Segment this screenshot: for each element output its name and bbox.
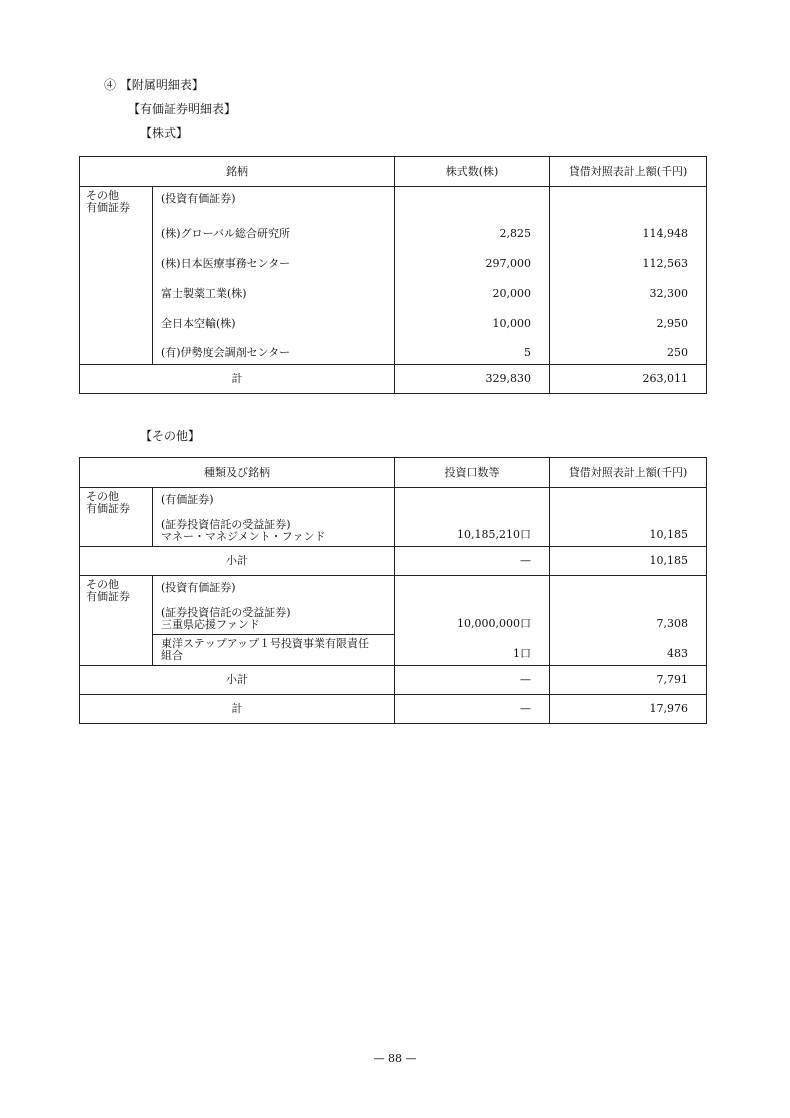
table-row: (株)グローバル総合研究所 2,825 114,948 [80, 215, 707, 245]
table-row: その他 有価証券 (投資有価証券) [80, 576, 707, 604]
table-row: 東洋ステップアップ１号投資事業有限責任 組合 1口 483 [80, 635, 707, 666]
category-cell: その他 有価証券 [80, 488, 153, 547]
table-row: (株)日本医療事務センター 297,000 112,563 [80, 245, 707, 275]
page-number: — 88 — [373, 1052, 417, 1065]
total-qty: 329,830 [395, 365, 550, 394]
section-heading-other: 【その他】 [140, 429, 201, 443]
subtotal-row: 小計 — 7,791 [80, 666, 707, 695]
total-amount: 263,011 [550, 365, 707, 394]
section-heading-securities: 【有価証券明細表】 [128, 102, 237, 116]
total-row: 計 — 17,976 [80, 695, 707, 724]
total-label: 計 [80, 365, 395, 394]
section-heading-stocks: 【株式】 [140, 126, 189, 140]
subcategory-label: (投資有価証券) [153, 187, 395, 215]
table-header-row [80, 157, 707, 187]
table-row: その他 有価証券 (有価証券) [80, 488, 707, 516]
table-row: 富士製薬工業(株) 20,000 32,300 [80, 275, 707, 305]
table-row [80, 187, 707, 215]
subtotal-row: 小計 — 10,185 [80, 547, 707, 576]
header-qty: 株式数(株) [395, 157, 550, 187]
total-row [80, 365, 707, 394]
other-securities-table [79, 457, 707, 724]
header-amount: 貸借対照表計上額(千円) [550, 157, 707, 187]
table-header-row: 種類及び銘柄 投資口数等 貸借対照表計上額(千円) [80, 458, 707, 488]
table-row: 全日本空輸(株) 10,000 2,950 [80, 305, 707, 335]
header-name: 銘柄 [80, 157, 395, 187]
category-cell: その他 有価証券 [80, 576, 153, 666]
category-cell: その他 有価証券 [80, 187, 153, 365]
section-heading-appendix: ④ 【附属明細表】 [104, 78, 204, 92]
table-row: (証券投資信託の受益証券) マネー・マネジメント・ファンド 10,185,210口 10,185 [80, 516, 707, 547]
stocks-table [79, 156, 707, 394]
table-row: (証券投資信託の受益証券) 三重県応援ファンド 10,000,000口 7,308 [80, 604, 707, 635]
table-row: (有)伊勢度会調剤センター 5 250 [80, 335, 707, 365]
